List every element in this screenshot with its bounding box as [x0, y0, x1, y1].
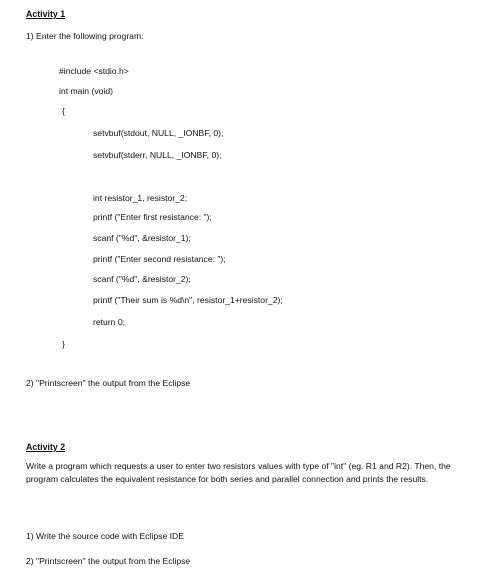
code-line: return 0;: [93, 317, 126, 327]
activity-2-paragraph: Write a program which requests a user to enter two resistors values with type of "int" (eg. R1 and R2). Then, the program calculates the equivalent resistance for both series and parallel connection and prints the results.: [26, 461, 451, 485]
activity-2-heading: Activity 2: [26, 442, 66, 452]
code-line: printf ("Enter first resistance: ");: [93, 212, 212, 222]
code-line: setvbuf(stderr, NULL, _IONBF, 0);: [93, 150, 222, 160]
activity-2-step-2: 2) "Printscreen" the output from the Eclipse: [26, 556, 191, 566]
activity-1-step-2: 2) "Printscreen" the output from the Eclipse: [26, 378, 191, 388]
code-line: {: [62, 106, 65, 116]
code-line: int resistor_1, resistor_2;: [93, 193, 188, 203]
code-line: setvbuf(stdout, NULL, _IONBF, 0);: [93, 128, 224, 138]
code-line: scanf ("%d", &resistor_1);: [93, 233, 191, 243]
activity-1-heading: Activity 1: [26, 9, 66, 19]
code-line: scanf ("%d", &resistor_2);: [93, 274, 191, 284]
activity-1-step-1: 1) Enter the following program:: [26, 31, 144, 41]
code-line: }: [62, 339, 65, 349]
activity-2-step-1: 1) Write the source code with Eclipse IDE: [26, 531, 184, 541]
code-line: #include <stdio.h>: [59, 66, 129, 76]
code-line: printf ("Enter second resistance: ");: [93, 254, 226, 264]
code-line: int main (void): [59, 86, 113, 96]
code-line: printf ("Their sum is %d\n", resistor_1+resistor_2);: [93, 295, 283, 305]
